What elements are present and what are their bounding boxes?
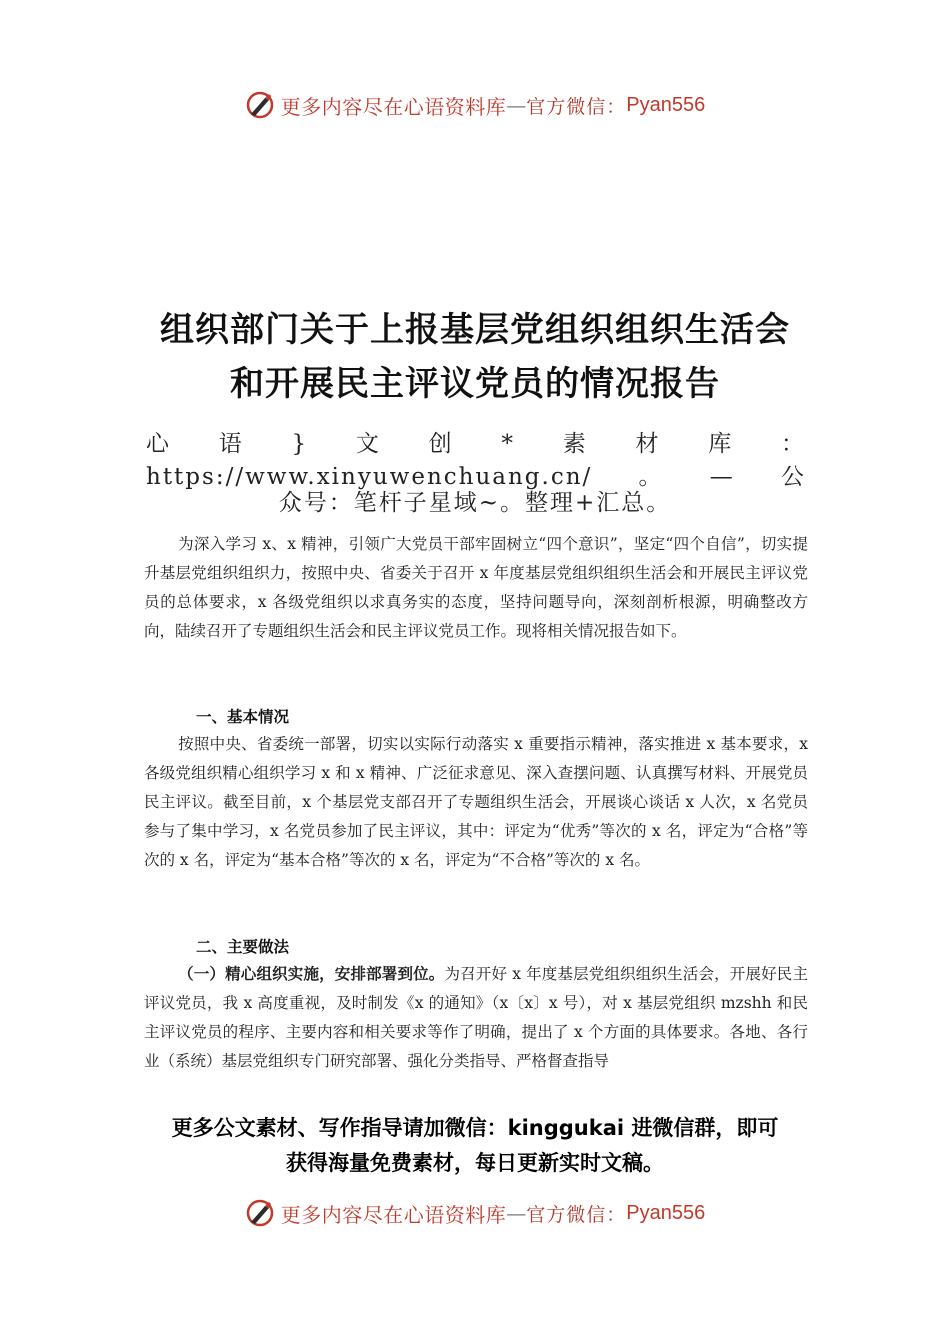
source-line-1: 心语}文创*素材库：https://www.xinyuwenchuang.cn/。—公: [146, 431, 806, 490]
pen-logo-icon: [245, 1198, 275, 1228]
banner-dash: —: [506, 1201, 527, 1225]
banner-dash: —: [506, 93, 527, 117]
section-heading-basic: 一、基本情况: [196, 708, 290, 726]
basic-situation-paragraph: 按照中央、省委统一部署，切实以实际行动落实 x 重要指示精神，落实推进 x 基本要求，x 各级党组织精心组织学习 x 和 x 精神、广泛征求意见、深入查摆问题、认真撰写材料、开展党员民主评议。截至目前，x 个基层党支部召开了专题组织生活会，开展谈心谈话 x 人次，x 名党员参与了集中学习，x 名党员参加了民主评议，其中：评定为“优秀”等次的 x 名，评定为“合格”等次的 x 名，评定为“基本合格”等次的 x 名，评定为“不合格”等次的 x 名。: [144, 735, 808, 869]
banner-wechat-label: 官方微信：: [526, 95, 627, 118]
header-banner: [0, 85, 950, 125]
document-title-line-2: 和开展民主评议党员的情况报告: [230, 364, 720, 404]
subsection-title: （一）精心组织实施，安排部署到位。: [178, 965, 445, 983]
banner-title: 更多内容尽在心语资料库: [280, 1202, 507, 1227]
section-heading-methods: 二、主要做法: [196, 938, 290, 956]
document-title-line-1: 组织部门关于上报基层党组织组织生活会: [160, 310, 790, 350]
pen-logo-icon: [245, 90, 275, 120]
promo-line-1: 更多公文素材、写作指导请加微信：kinggukai 进微信群，即可: [171, 1116, 779, 1140]
promo-line-2: 获得海量免费素材，每日更新实时文稿。: [286, 1151, 664, 1175]
banner-title: 更多内容尽在心语资料库: [280, 94, 507, 119]
banner-wechat-id: Pyan556: [626, 1201, 706, 1224]
subsection-body: 为召开好 x 年度基层党组织组织生活会，开展好民主评议党员，我 x 高度重视，及时制发《x 的通知》（x〔x〕x 号），对 x 基层党组织 mzshh 和民主评议党员的程序、主要内容和相关要求等作了明确，提出了 x 个方面的具体要求。各地、各行业（系统）基层党组织专门研究部署、强化分类指导、严格督查指导: [144, 965, 808, 1070]
source-line-2: 众号：笔杆子星域~。整理+汇总。: [278, 490, 672, 516]
methods-paragraph: [144, 960, 808, 1076]
footer-banner: [0, 1193, 950, 1233]
banner-wechat-id: Pyan556: [626, 93, 706, 116]
banner-wechat-label: 官方微信：: [526, 1203, 627, 1226]
intro-paragraph: 为深入学习 x、x 精神，引领广大党员干部牢固树立“四个意识”，坚定“四个自信”，切实提升基层党组织组织力，按照中央、省委关于召开 x 年度基层党组织组织生活会和开展民主评议党员的总体要求，x 各级党组织以求真务实的态度，坚持问题导向，深刻剖析根源，明确整改方向，陆续召开了专题组织生活会和民主评议党员工作。现将相关情况报告如下。: [144, 535, 808, 640]
